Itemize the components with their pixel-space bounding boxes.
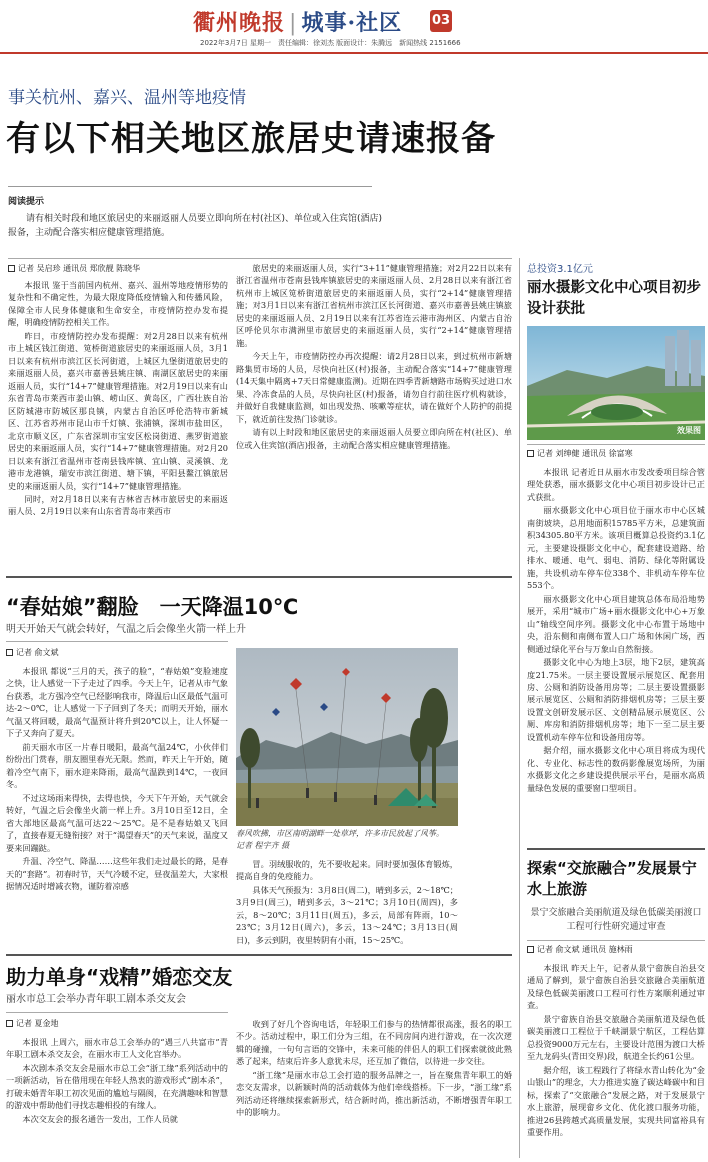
story5-subhead: 景宁交旅融合美丽航道及绿色低碳美丽渡口工程可行性研究通过审查: [530, 908, 702, 933]
paragraph: 前天丽水市区一片春日暖阳，最高气温24℃，小伙伴们纷纷出门赏春，朋友圈里春光无限。然而，昨天上午开始，随着冷空气南下，丽水迎来降雨，最高气温跌到14℃，一夜回冬。: [6, 741, 228, 790]
photo-caption: 春风吹拂，市区南明湖畔一处草坪，许多市民放起了风筝。 记者 程宇齐 摄: [236, 829, 480, 850]
kite-park-photo: [236, 648, 458, 826]
rendering-photo: [527, 326, 705, 440]
story5-headline: 探索“交旅融合”发展景宁水上旅游: [527, 859, 697, 898]
divider: [6, 641, 228, 642]
byline-marker-icon: [527, 450, 534, 457]
paragraph: “浙工缘”是丽水市总工会打造的服务品牌之一，旨在聚焦青年职工的婚恋交友需求，以新颖时尚的活动载体为他们牵线搭桥。下一步，“浙工缘”系列活动还将继续探索新形式，结合新时尚，推出新活动，不断增强青年职工中的影响力。: [236, 1069, 512, 1118]
paragraph: 据介绍，丽水摄影文化中心项目将成为现代化、专业化、标志性的数码影像展览场所，为丽水摄影文化之乡建设提供展示平台，是丽水高质量绿色发展的重要窗口型项目。: [527, 745, 705, 793]
paragraph: 据介绍，该工程践行了将绿水青山转化为“金山银山”的理念，大力推进实施了碳达峰碳中和目标，探索了“交旅融合”发展之路，对于发展景宁水上旅游，展现畲乡文化、优化渡口服务功能，推进26县跨越式高质量发展，实现共同富裕具有重要作用。: [527, 1064, 705, 1138]
divider: [527, 940, 705, 941]
divider: [6, 954, 512, 956]
paragraph: 本报讯 昨天上午，记者从景宁畲族自治县交通局了解到，景宁畲族自治县交旅融合美丽航道及绿色低碳美丽渡口工程可行性方案顺利通过审查。: [527, 963, 705, 1011]
divider: [527, 444, 705, 445]
paragraph: 本次交友会的报名通告一发出，工作人员就: [22, 1113, 178, 1124]
page-number: 03: [430, 10, 452, 32]
byline-text: 记者 俞文斌: [16, 648, 59, 657]
paragraph: 本报讯 鉴于当前国内杭州、嘉兴、温州等地疫情形势的复杂性和不确定性，为最大限度降低疫情输入和传播风险，保障全市人民身体健康和生命安全，市疫情防控办发布提醒，明确疫情防控相关工作。: [8, 280, 228, 328]
masthead: [193, 7, 402, 40]
paragraph: 具体天气预报为：3月8日(周二)，晴到多云，2～18℃；3月9日(周三)，晴到多云，3～21℃；3月10日(周四)，多云，8～20℃；3月11日(周五)，多云，局部有阵雨，10～23℃；3月12日(周六)，多云，13～24℃；3月13日(周日)，多云到阴，夜里转阴有小雨，15～25℃。: [236, 884, 458, 945]
story1-column-1: [8, 279, 228, 567]
story2-column-2: [236, 858, 458, 950]
story1-column-2: [236, 262, 512, 567]
paragraph: 升温、冷空气、降温……这些年我们走过最长的路，是春天的“套路”。初春时节，天气冷暖不定，昼夜温差大，大家根据情况适时增减衣物，谨防着凉感: [6, 856, 228, 891]
byline-marker-icon: [8, 265, 15, 272]
reading-rule: [8, 186, 372, 187]
paragraph: 摄影文化中心为地上3层，地下2层，建筑高度21.75米。一层主要设置展示展览区、配套用房、公厕和消防设备用房等；二层主要设置摄影展示展览区、公厕和消防排烟机房等；三层主要设置文创研发展示区、文创精品展示展览区、公厕、库房和消防排烟机房等；地下一至二层主要设置机动车停车位和设备用房等。: [527, 657, 705, 742]
byline-text: 记者 刘绅健 通讯员 徐富寒: [537, 449, 633, 458]
paragraph: 请有以上时段和地区旅居史的来丽返丽人员要立即向所在村(社区)、单位或入住宾馆(酒店)报备，主动配合落实相应健康管理措施。: [236, 427, 512, 450]
paragraph: 本次剧本杀交友会是丽水市总工会“浙工缘”系列活动中的一项新活动，旨在借用现在年轻人热衷的游戏形式“剧本杀”，打破未婚青年职工初次见面的尴尬与隔阂，在充满趣味和智慧的游戏中帮助他们寻找志趣相投的有缘人。: [6, 1062, 228, 1111]
section-name: 城事·社区: [301, 10, 403, 36]
story3-byline: [6, 1018, 59, 1030]
paragraph: 旅居史的来丽返丽人员，实行“3+11”健康管理措施；对2月22日以来有浙江省温州市苍南县钱库镇旅居史的来丽返丽人员、2月28日以来有浙江省杭州市上城区笕桥街道旅居史的来丽返丽人员，实行“2+14”健康管理措施；对3月1日以来有浙江省杭州市滨江区长河街道、嘉兴市嘉善县姚庄镇旅居史的来丽返丽人员、2月19日以来有江苏省连云港市海州区、内蒙古自治区呼伦贝尔市满洲里市旅居史的来丽返丽人员，实行“2+14”健康管理措施。: [236, 263, 512, 348]
reading-tip-text: 请有相关时段和地区旅居史的来丽返丽人员要立即向所在村(社区)、单位或入住宾馆(酒店)报备，主动配合落实相应健康管理措施。: [8, 214, 383, 239]
story5-body: [527, 962, 705, 1158]
paragraph: 本报讯 记者近日从丽水市发改委项目综合管理处获悉，丽水摄影文化中心项目初步设计已正式获批。: [527, 467, 705, 502]
header-rule: [0, 52, 708, 54]
paragraph: 丽水摄影文化中心项目位于丽水市中心区城南街坡块，总用地面积15785平方米，总建筑面积34305.80平方米。该项目概算总投资约3.1亿元，主要建设摄影文化中心，配套建设道路、给排水、暖通、电气、弱电、消防、绿化等附属设施，共设机动车停车位338个、非机动车停车位553个。: [527, 505, 705, 591]
story3-headline: 助力单身“戏精”婚恋交友: [6, 965, 233, 989]
paragraph: 今天上午，市疫情防控办再次提醒：请2月28日以来，到过杭州市新塘路集贸市场的人员，尽快向社区(村)报备，主动配合落实“14+7”健康管理(14天集中隔离+7天日常健康监测)。近期在四季青新塘路市场购买过进口水果、冷冻食品的人员，尽快向社区(村)报备，请勿自行前往医疗机构就诊，并做好自我健康监测，如出现发热、咳嗽等症状，请在做好个人防护的前提下，就近前往发热门诊就诊。: [236, 351, 512, 424]
divider: [6, 576, 512, 578]
story4-kicker: 总投资3.1亿元: [527, 264, 593, 275]
story1-kicker: 事关杭州、嘉兴、温州等地疫情: [8, 88, 246, 108]
column-divider: [519, 258, 520, 1158]
byline-marker-icon: [6, 1020, 13, 1027]
story2-byline: [6, 647, 59, 659]
paragraph: 冒。羽绒服收的，先不要收起来。同时要加强体育锻炼，提高自身的免疫能力。: [236, 859, 458, 882]
byline-marker-icon: [527, 946, 534, 953]
paragraph: 昨日，市疫情防控办发布提醒：对2月28日以来有杭州市上城区钱江街道、笕桥街道旅居史的来丽返丽人员，3月1日以来有杭州市滨江区长河街道，上城区九堡街道旅居史的来丽返丽人员，嘉兴市嘉善县姚庄镇、南湖区旅居史的来丽返丽人员，实行“14+7”健康管理措施。对2月19日以来有山东省青岛市莱西市姜山镇、崂山区、黄岛区，广西壮族自治区防城港市防城区那良镇，内蒙古自治区呼伦浩特市新城区、江苏省苏州市昆山市千灯镇、张浦镇，深圳市盐田区，北京市顺义区，广东省深圳市宝安区松岗街道、燕罗街道旅居史的来丽返丽人员，实行“14+7”健康管理措施。对2月20日以来有浙江省温州市苍南县钱库镇、宜山镇、灵溪镇、龙港市龙港镇，瑞安市滨江街道、塘下镇，平阳县鳌江镇旅居史的来丽返丽人员，实行“14+7”健康管理措施。: [8, 330, 228, 491]
story2-headline: “春姑娘”翻脸 一天降温10℃: [6, 595, 299, 619]
byline-text: 记者 俞文斌 通讯员 施林雨: [537, 945, 633, 954]
story5-byline: [527, 944, 633, 956]
edition-meta: 2022年3月7日 星期一 责任编辑：徐刘杰 版面设计：朱腾远 新闻热线 2151666: [200, 39, 461, 47]
divider: [527, 848, 705, 850]
story1-byline: [8, 263, 140, 275]
byline-text: 记者 吴启珍 通讯员 郑欣靓 陈晓华: [18, 264, 141, 273]
masthead-title: 衢州晚报: [193, 10, 286, 36]
story4-headline: 丽水摄影文化中心项目初步设计获批: [527, 280, 701, 318]
story4-body: [527, 466, 705, 842]
story4-byline: [527, 448, 633, 460]
rendering-label: 效果图: [677, 426, 701, 435]
paragraph: 丽水摄影文化中心项目建筑总体布局沿地势展开，采用“城市广场+丽水摄影文化中心+万象山”轴线空间序列。摄影文化中心布置于场地中央，沿东侧和南侧布置人口广场和休闲广场，西侧通过绿化平台与万象山自然衔接。: [527, 593, 705, 654]
story2-subhead: 明天开始天气就会转好，气温之后会像坐火箭一样上升: [6, 624, 246, 635]
story3-column-2: [236, 1018, 512, 1158]
byline-text: 记者 夏金地: [16, 1019, 59, 1028]
paragraph: 同时，对2月18日以来有吉林省吉林市旅居史的来丽返丽人员、2月19日以来有山东省青岛市莱西市: [8, 493, 228, 517]
paragraph: 不过这场雨来得快，去得也快，今天下午开始，天气就会转好，气温之后会像坐火箭一样上升。3月10日至12日，全省大部地区最高气温可达22～25℃。是不是春姑娘又飞回了，直接春夏无缝衔接？对于“渴望春天”的天气来说，温度又要来回蹦跶。: [6, 792, 228, 853]
masthead-divider: |: [289, 11, 298, 36]
story1-headline: 有以下相关地区旅居史请速报备: [6, 119, 496, 159]
byline-marker-icon: [6, 649, 13, 656]
divider: [8, 258, 512, 259]
divider: [6, 1012, 228, 1013]
paragraph: 本报讯 都说“三月的天，孩子的脸”，“春姑娘”变脸速度之快，让人感觉一下子走过了四季。今天上午，记者从市气象台获悉，北方强冷空气已经影响我市，降温后山区最低气温可达-2～0℃，让人感觉一下子回到了冬天；而明天开始，丽水气温又将回暖，最高气温预计将升到20℃以上，让人怀疑一下子又奔向了夏天。: [6, 666, 228, 739]
story2-column-1: [6, 665, 228, 950]
reading-tip-label: 阅读提示: [8, 197, 45, 207]
paragraph: 景宁畲族自治县交旅融合美丽航道及绿色低碳美丽渡口工程位于千峡湖景宁航区，工程估算总投资9000万元左右，主要设计范围为渡口大桥至九龙码头(青田交界)段，航道全长约61公里。: [527, 1013, 705, 1062]
paragraph: 收到了好几个咨询电话，年轻职工们参与的热情都很高涨，报名的职工不少。活动过程中，职工们分为三组，在不同房间内进行游戏，在一次次逻辑的碰撞，一句句言语的交锋中，未来可能的伴侣人的职工们探索就彼此熟悉了起来，结束后许多人意犹未尽，还互加了微信，以待进一步交往。: [236, 1019, 512, 1067]
story3-column-1: [6, 1036, 228, 1158]
story3-subhead: 丽水市总工会举办青年职工剧本杀交友会: [6, 994, 186, 1005]
paragraph: 本报讯 上周六，丽水市总工会举办的“遇三八共富市”青年职工剧本杀交友会，在丽水市工人文化宫举办。: [6, 1037, 228, 1060]
